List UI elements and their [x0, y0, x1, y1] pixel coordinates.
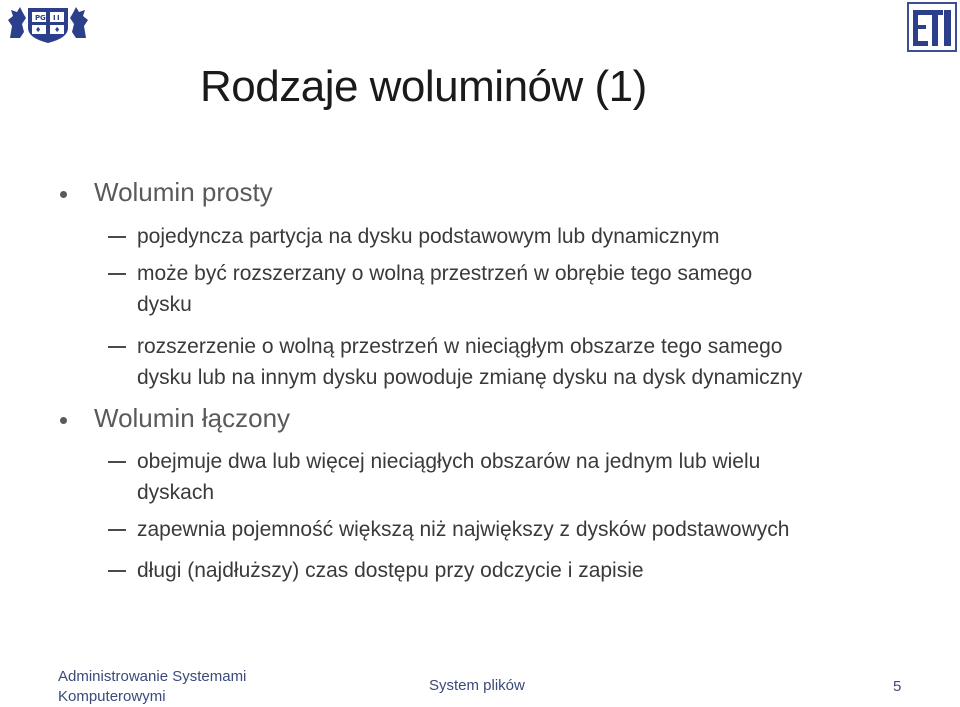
footer-course-name: Administrowanie Systemami Komputerowymi [58, 668, 247, 705]
slide: P G I I ♦ ♦ Rodzaje woluminów (1) Wolumin prosty pojedyncza partycja na dysku podstawowym lub dynamicznym może być rozszerzany o wolną przestrzeń w obrębie tego samego dysku rozszerzenie o wolną przestrzeń w nieciągłym obszarze tego samego dysku lub na innym dysku powoduje zmianę dysku na dysk dynamiczny Wolumin łączony obejmuje dwa lub więcej nieciągłych obszarów na jednym lub wielu dyskach zapewnia pojemność większą niż największy z dysków podstawowych długi (najdłuższy) czas dostępu przy odczycie i zapisie Administrowanie Systemami Komputerowymi System plików 5 [0, 0, 960, 707]
svg-text:G: G [40, 14, 46, 22]
page-number: 5 [893, 678, 902, 695]
university-crest-icon [4, 2, 92, 44]
dash-bullet-icon [108, 461, 126, 463]
dash-bullet-icon [108, 236, 126, 238]
bullet-dot-icon [60, 417, 67, 424]
dash-bullet-icon [108, 346, 126, 348]
svg-text:♦: ♦ [54, 26, 61, 34]
svg-text:I: I [57, 14, 60, 22]
dash-bullet-icon [108, 273, 126, 275]
footer-topic: System plików [429, 677, 525, 694]
dash-bullet-icon [108, 570, 126, 572]
svg-text:P: P [35, 14, 41, 22]
bullet-dot-icon [60, 191, 67, 198]
page-title: Rodzaje woluminów (1) [200, 62, 647, 111]
svg-text:♦: ♦ [35, 26, 42, 34]
eti-logo-icon [907, 2, 957, 52]
dash-bullet-icon [108, 529, 126, 531]
svg-text:I: I [53, 14, 56, 22]
